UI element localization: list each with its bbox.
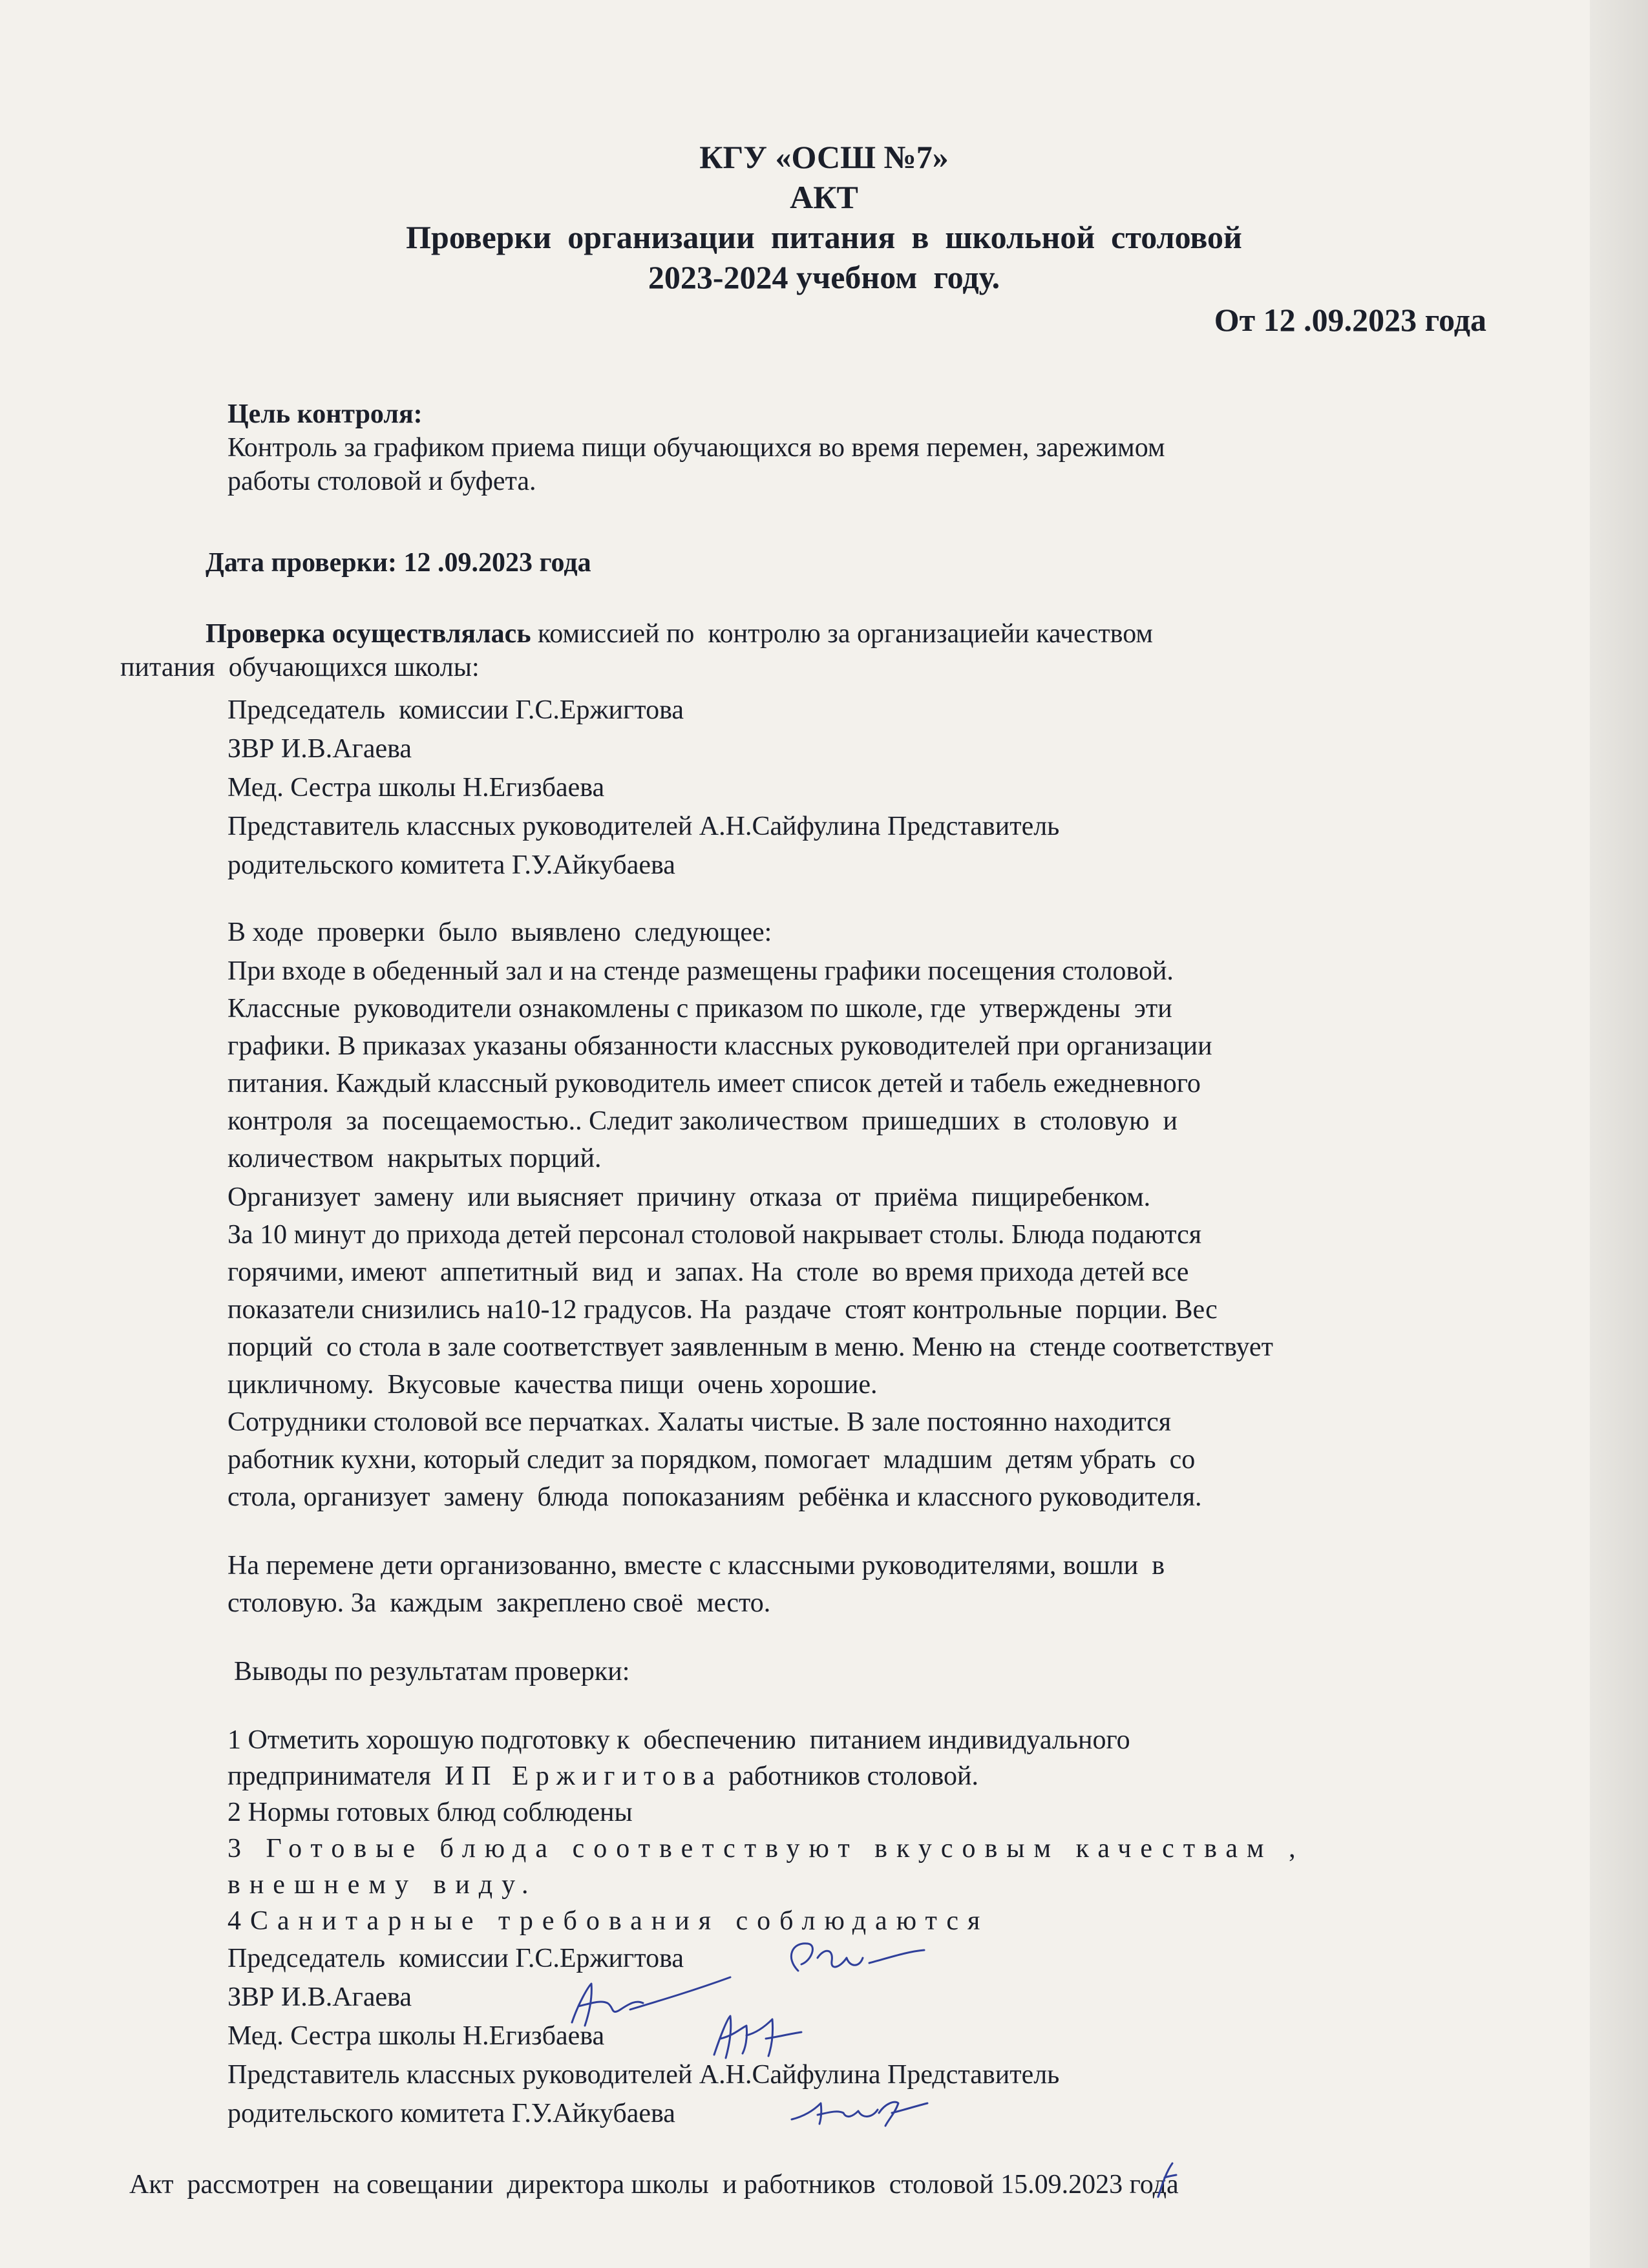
- chairman-signature: [772, 1932, 927, 1990]
- org-name: КГУ «ОСШ №7»: [699, 139, 949, 175]
- conclusion-item-4: 4Санитарные требования соблюдаются: [227, 1906, 989, 1936]
- commission-lead-line2: питания обучающихся школы:: [120, 653, 480, 682]
- signatory-line: родительского комитета Г.У.Айкубаева: [227, 2099, 675, 2128]
- findings-line: При входе в обеденный зал и на стенде размещены графики посещения столовой.: [227, 956, 1174, 986]
- parent-committee-signature: [782, 2084, 931, 2136]
- academic-year: 2023-2024 учебном году.: [648, 259, 1000, 295]
- findings-line: работник кухни, который следит за порядком, помогает младшим детям убрать со: [227, 1445, 1196, 1475]
- findings-line: питания. Каждый классный руководитель имеет список детей и табель ежедневного: [227, 1069, 1201, 1098]
- conclusion-item-2: 2 Нормы готовых блюд соблюдены: [227, 1798, 633, 1827]
- findings-line: порций со стола в зале соответствует заявленным в меню. Меню на стенде соответствует: [227, 1332, 1273, 1362]
- findings-line: горячими, имеют аппетитный вид и запах. На столе во время прихода детей все: [227, 1257, 1189, 1287]
- nurse-signature: [701, 2003, 805, 2068]
- conclusion-item-1-tail: работников столовой.: [721, 1761, 978, 1791]
- commission-lead-rest: комиссией по контролю за организациейи качеством: [531, 619, 1154, 649]
- doc-type-title: АКТ: [790, 179, 858, 215]
- findings-line: стола, организует замену блюда попоказаниям ребёнка и классного руководителя.: [227, 1482, 1202, 1512]
- conclusions-title: Выводы по результатам проверки:: [234, 1657, 630, 1686]
- doc-subject: Проверки организации питания в школьной столовой: [406, 219, 1242, 255]
- scan-page-edge: [1590, 0, 1648, 2268]
- conclusion-item-1: 1 Отметить хорошую подготовку к обеспечению питанием индивидуального: [227, 1725, 1130, 1755]
- entrepreneur-name: ИП Ержигитова: [444, 1761, 722, 1791]
- conclusion-item-1-cont: [227, 1763, 978, 1790]
- commission-member: Представитель классных руководителей А.Н.Сайфулина Представитель: [227, 812, 1060, 841]
- findings-line: контроля за посещаемостью.. Следит заколичеством пришедших в столовую и: [227, 1106, 1178, 1136]
- findings-intro: В ходе проверки было выявлено следующее:: [227, 918, 772, 947]
- act-date: От 12 .09.2023 года: [1214, 302, 1486, 338]
- findings-line: количеством накрытых порций.: [227, 1144, 602, 1173]
- findings-break-line: столовую. За каждым закреплено своё место.: [227, 1588, 771, 1618]
- findings-line: Сотрудники столовой все перчатках. Халаты чистые. В зале постоянно находится: [227, 1407, 1172, 1437]
- findings-line: цикличному. Вкусовые качества пищи очень хорошие.: [227, 1370, 878, 1400]
- conclusion-item-3-cont: внешнему виду.: [227, 1870, 538, 1900]
- findings-line: Организует замену или выясняет причину отказа от приёма пищиребенком.: [227, 1182, 1151, 1212]
- footer-note: Акт рассмотрен на совещании директора школы и работников столовой 15.09.2023 года: [129, 2170, 1179, 2200]
- conclusion-item-3: 3 Готовые блюда соответствуют вкусовым качествам ,: [227, 1834, 1305, 1864]
- commission-member: Председатель комиссии Г.С.Ержигтова: [227, 695, 684, 725]
- signatory-line: Представитель классных руководителей А.Н.Сайфулина Представитель: [227, 2060, 1060, 2090]
- findings-line: Классные руководители ознакомлены с приказом по школе, где утверждены эти: [227, 994, 1172, 1024]
- goal-text-line: работы столовой и буфета.: [227, 467, 536, 496]
- conclusion-item-1-text: предпринимателя: [227, 1761, 445, 1791]
- commission-member: родительского комитета Г.У.Айкубаева: [227, 850, 675, 880]
- commission-member: Мед. Сестра школы Н.Егизбаева: [227, 773, 605, 803]
- commission-member: ЗВР И.В.Агаева: [227, 734, 412, 764]
- goal-text-line: Контроль за графиком приема пищи обучающихся во время перемен, зарежимом: [227, 433, 1165, 463]
- findings-break-line: На перемене дети организованно, вместе с классными руководителями, вошли в: [227, 1551, 1165, 1580]
- commission-lead: [206, 620, 1153, 647]
- signatory-line: Мед. Сестра школы Н.Егизбаева: [227, 2021, 605, 2051]
- check-date: Дата проверки: 12 .09.2023 года: [206, 548, 591, 578]
- goal-label: Цель контроля:: [227, 399, 423, 429]
- findings-line: графики. В приказах указаны обязанности классных руководителей при организации: [227, 1031, 1212, 1061]
- findings-line: показатели снизились на10-12 градусов. На раздаче стоят контрольные порции. Вес: [227, 1295, 1218, 1325]
- signatory-line: Председатель комиссии Г.С.Ержигтова: [227, 1944, 684, 1973]
- commission-lead-bold: Проверка осуществлялась: [206, 619, 531, 649]
- footer-date-overwrite-mark: [1150, 2158, 1183, 2203]
- signatory-line: ЗВР И.В.Агаева: [227, 1982, 412, 2012]
- findings-line: За 10 минут до прихода детей персонал столовой накрывает столы. Блюда подаются: [227, 1220, 1202, 1250]
